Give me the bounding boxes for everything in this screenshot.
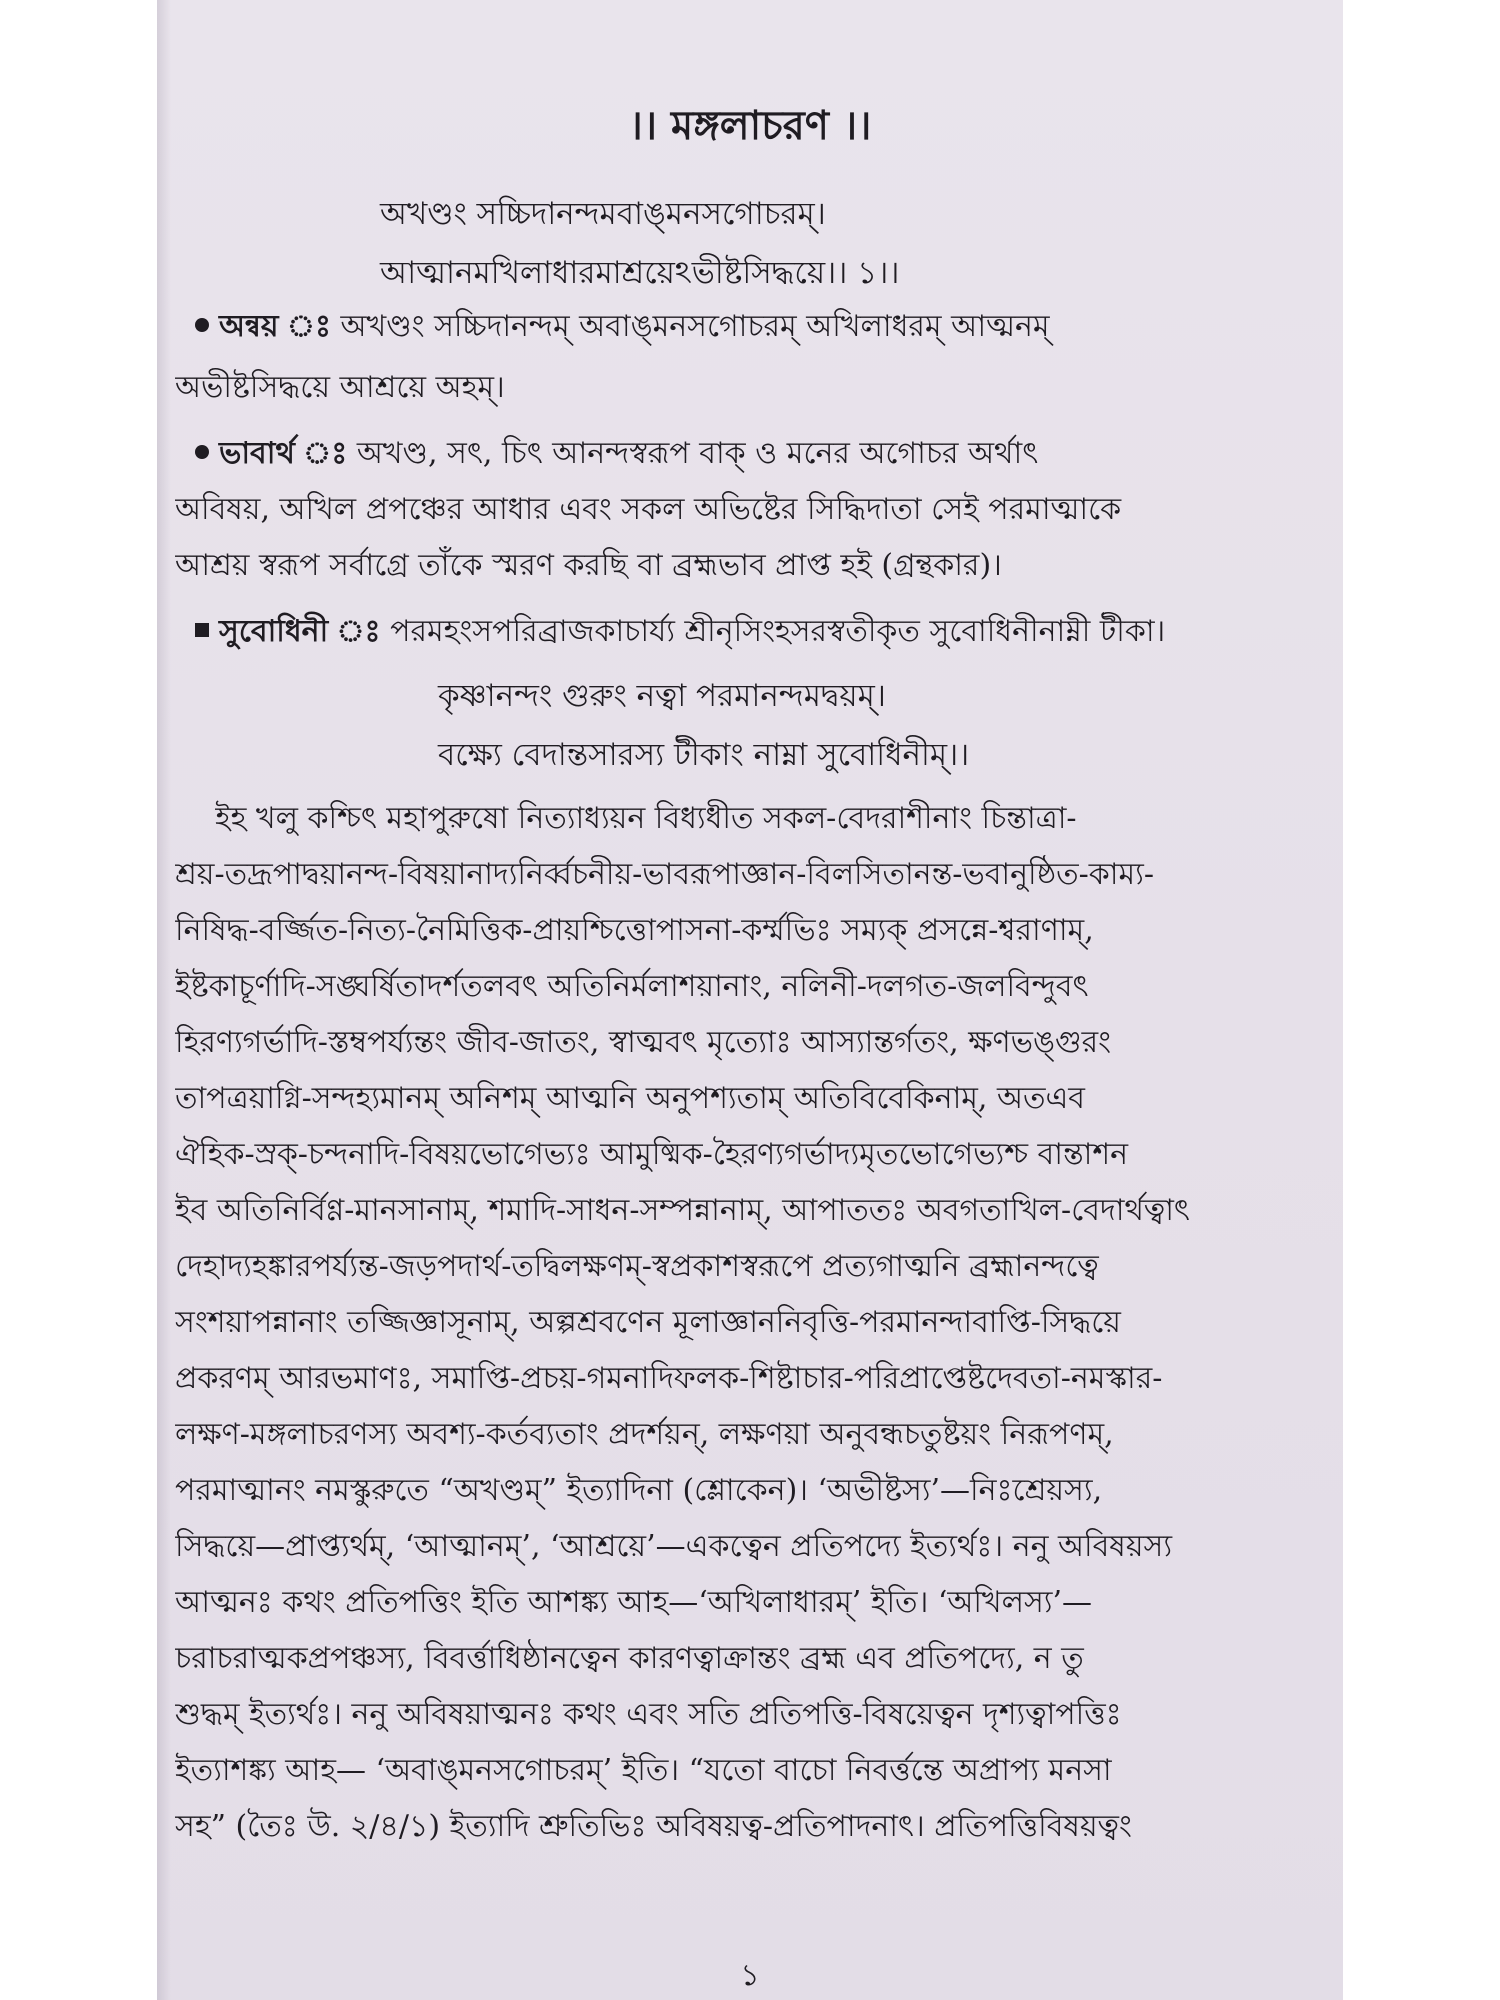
- body-line-13: পরমাত্মানং নমস্কুরুতে “অখণ্ডম্‌” ইত্যাদিনা (শ্লোকেন)। ‘অভীষ্টস্য’—নিঃশ্রেয়স্য,: [175, 1473, 1103, 1508]
- body-line-12: লক্ষণ-মঙ্গলাচরণস্য অবশ্য-কর্তব্যতাং প্রদর্শয়ন্‌, লক্ষণয়া অনুবন্ধচতুষ্টয়ং নিরূপণম্‌,: [175, 1417, 1114, 1452]
- invocation-verse-line-1: অখণ্ডং সচ্চিদানন্দমবাঙ্‌মনসগোচরম্‌।: [380, 196, 826, 232]
- body-line-17: শুদ্ধম্‌ ইত্যর্থঃ। ননু অবিষয়াত্মনঃ কথং এবং সতি প্রতিপত্তি-বিষয়েত্বন দৃশ্যত্বাপত্তিঃ: [175, 1697, 1122, 1732]
- bhavartha-label: ভাবার্থ ঃ: [219, 436, 348, 471]
- bhavartha-line-1: [195, 433, 1327, 475]
- tika-verse-line-1: কৃষ্ণানন্দং গুরুং নত্বা পরমানন্দমদ্বয়ম্‌।: [438, 678, 886, 714]
- body-line-9: দেহাদ্যহঙ্কারপর্য্যন্ত-জড়পদার্থ-তদ্বিলক্ষণম্‌-স্বপ্রকাশস্বরূপে প্রত্যগাত্মনি ব্রহ্মানন্দত্বে: [175, 1249, 1099, 1284]
- bullet-icon: [195, 445, 209, 459]
- body-line-6: তাপত্রয়াগ্নি-সন্দহ্যমানম্‌ অনিশম্‌ আত্মনি অনুপশ্যতাম্‌ অতিবিবেকিনাম্‌, অতএব: [175, 1081, 1086, 1116]
- body-line-4: ইষ্টকাচূর্ণাদি-সঙ্ঘর্ষিতাদর্শতলবৎ অতিনির্মলাশয়ানাং, নলিনী-দলগত-জলবিন্দুবৎ: [175, 969, 1089, 1004]
- anvaya-text: অখণ্ডং সচ্চিদানন্দম্‌ অবাঙ্‌মনসগোচরম্‌ অখিলাধরম্‌ আত্মনম্‌: [340, 309, 1050, 344]
- page-number: ১: [740, 1958, 760, 1993]
- anvaya-line-2: অভীষ্টসিদ্ধয়ে আশ্রয়ে অহম্‌।: [175, 370, 505, 405]
- bullet-icon: [195, 318, 209, 332]
- tika-verse-line-2: বক্ষ্যে বেদান্তসারস্য টীকাং নাম্না সুবোধিনীম্‌।।: [438, 737, 970, 773]
- bhavartha-line-3: আশ্রয় স্বরূপ সর্বাগ্রে তাঁকে স্মরণ করছি বা ব্রহ্মভাব প্রাপ্ত হই (গ্রন্থকার)।: [175, 548, 1002, 583]
- body-line-2: শ্রয়-তদ্রূপাদ্বয়ানন্দ-বিষয়ানাদ্যনির্ব্বচনীয়-ভাবরূপাজ্ঞান-বিলসিতানন্ত-ভবানুষ্ঠিত-কাম্য-: [175, 857, 1154, 892]
- page-heading: ।। মঙ্গলাচরণ ।।: [628, 102, 872, 149]
- body-line-7: ঐহিক-স্রক্‌-চন্দনাদি-বিষয়ভোগেভ্যঃ আমুষ্মিক-হৈরণ্যগর্ভাদ্যমৃতভোগেভ্যশ্চ বান্তাশন: [175, 1137, 1128, 1172]
- subodhini-line: [195, 611, 1327, 653]
- page-gutter-shadow: [157, 0, 171, 2000]
- square-bullet-icon: [195, 623, 209, 637]
- body-line-14: সিদ্ধয়ে—প্রাপ্ত্যর্থম্‌, ‘আত্মানম্‌’, ‘আশ্রয়ে’—একত্বেন প্রতিপদ্যে ইত্যর্থঃ। ননু অবিষয়স্য: [175, 1529, 1173, 1564]
- bhavartha-text: অখণ্ড, সৎ, চিৎ আনন্দস্বরূপ বাক্‌ ও মনের অগোচর অর্থাৎ: [356, 436, 1039, 471]
- body-line-15: আত্মনঃ কথং প্রতিপত্তিং ইতি আশঙ্ক্য আহ—‘অখিলাধারম্‌’ ইতি। ‘অখিলস্য’—: [175, 1585, 1093, 1620]
- body-line-8: ইব অতিনির্বিণ্ণ-মানসানাম্‌, শমাদি-সাধন-সম্পন্নানাম্‌, আপাততঃ অবগতাখিল-বেদার্থত্বাৎ: [175, 1193, 1190, 1228]
- body-line-11: প্রকরণম্‌ আরভমাণঃ, সমাপ্তি-প্রচয়-গমনাদিফলক-শিষ্টাচার-পরিপ্রাপ্তেষ্টদেবতা-নমস্কার-: [175, 1361, 1163, 1396]
- body-line-16: চরাচরাত্মকপ্রপঞ্চস্য, বিবর্ত্তাধিষ্ঠানত্বেন কারণত্বাক্রান্তং ব্রহ্ম এব প্রতিপদ্যে, ন তু: [175, 1641, 1084, 1676]
- body-line-18: ইত্যাশঙ্ক্য আহ— ‘অবাঙ্‌মনসগোচরম্‌’ ইতি। “যতো বাচো নিবর্ত্তন্তে অপ্রাপ্য মনসা: [175, 1753, 1112, 1788]
- body-line-3: নিষিদ্ধ-বর্জ্জিত-নিত্য-নৈমিত্তিক-প্রায়শ্চিত্তোপাসনা-কর্ম্মভিঃ সম্যক্‌ প্রসন্নে-শ্বরাণাম্‌,: [175, 913, 1094, 948]
- invocation-verse-line-2: আত্মানমখিলাধারমাশ্রয়েঽভীষ্টসিদ্ধয়ে।। ১।।: [380, 255, 900, 291]
- body-line-1: ইহ খলু কশ্চিৎ মহাপুরুষো নিত্যাধ্যয়ন বিধ্যধীত সকল-বেদরাশীনাং চিন্তাত্রা-: [215, 801, 1077, 836]
- body-line-10: সংশয়াপন্নানাং তজ্জিজ্ঞাসূনাম্‌, অল্পশ্রবণেন মূলাজ্ঞাননিবৃত্তি-পরমানন্দাবাপ্তি-সিদ্ধয়ে: [175, 1305, 1121, 1340]
- anvaya-line-1: [195, 306, 1327, 348]
- bhavartha-line-2: অবিষয়, অখিল প্রপঞ্চের আধার এবং সকল অভিষ্টের সিদ্ধিদাতা সেই পরমাত্মাকে: [175, 492, 1122, 527]
- body-line-5: হিরণ্যগর্ভাদি-স্তম্বপর্য্যন্তং জীব-জাতং, স্বাত্মবৎ মৃত্যোঃ আস্যান্তর্গতং, ক্ষণভঙ্গুরং: [175, 1025, 1112, 1060]
- anvaya-label: অন্বয় ঃ: [219, 309, 331, 344]
- body-line-19: সহ” (তৈঃ উ. ২/৪/১) ইত্যাদি শ্রুতিভিঃ অবিষয়ত্ব-প্রতিপাদনাৎ। প্রতিপত্তিবিষয়ত্বং: [175, 1809, 1132, 1844]
- subodhini-text: পরমহংসপরিব্রাজকাচার্য্য শ্রীনৃসিংহসরস্বতীকৃত সুবোধিনীনাম্নী টীকা।: [390, 614, 1166, 649]
- subodhini-label: সুবোধিনী ঃ: [219, 614, 381, 649]
